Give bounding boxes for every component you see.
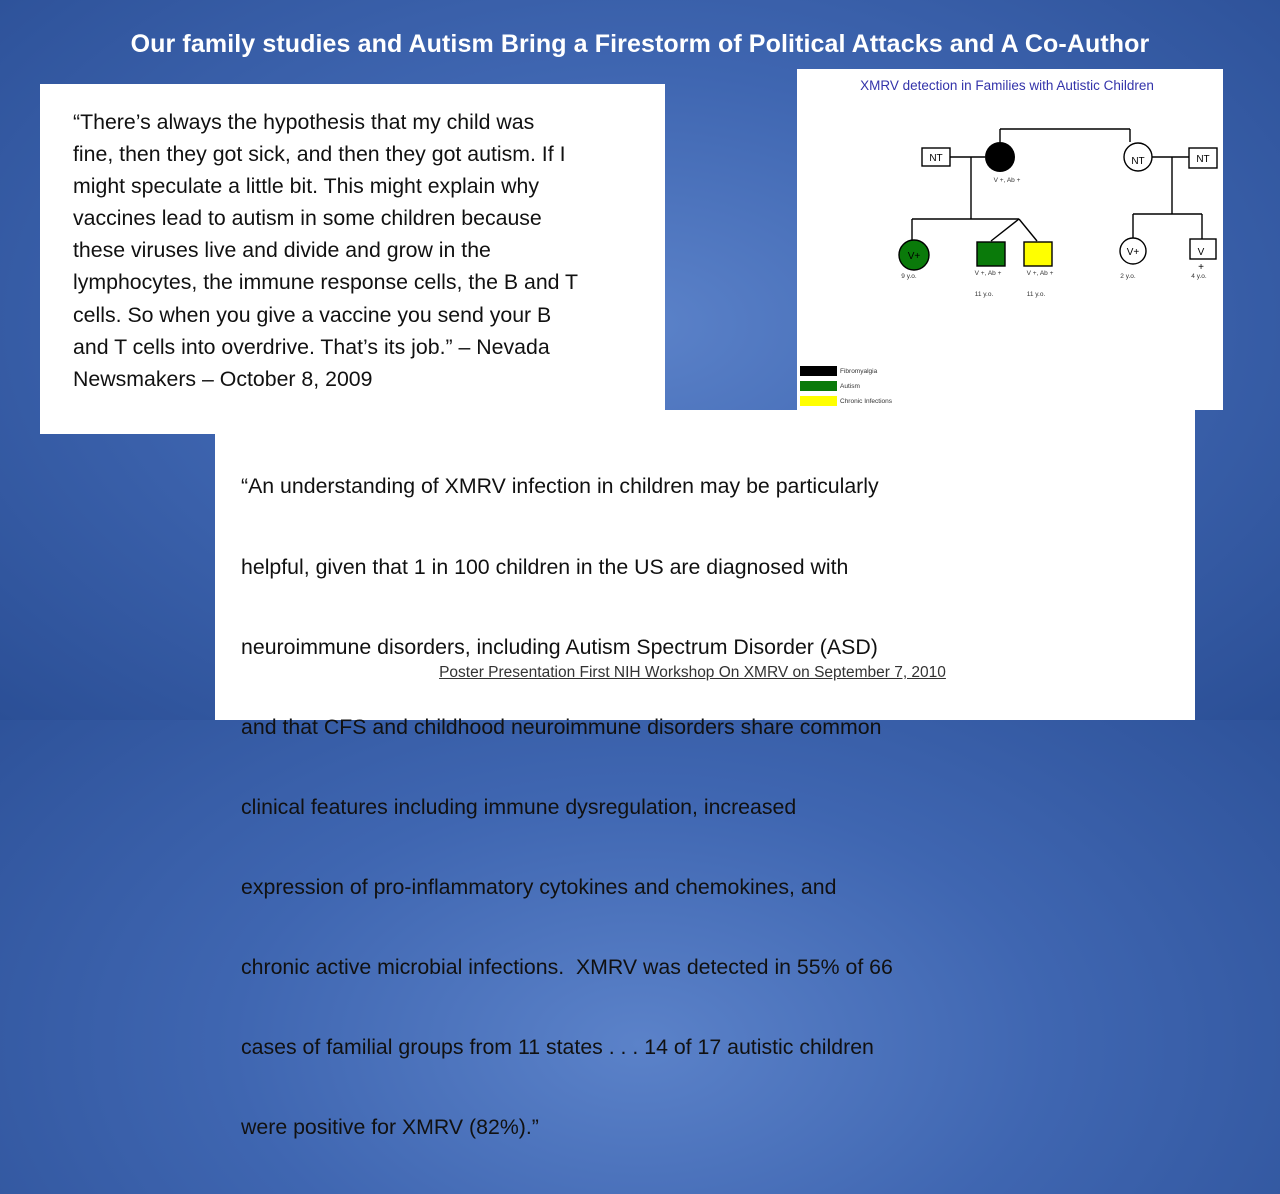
quote-line: “There’s always the hypothesis that my child was xyxy=(73,110,535,134)
child2-status-label: V +, Ab + xyxy=(974,270,1002,277)
quote-line: cells. So when you give a vaccine you send your B xyxy=(73,302,552,327)
child3-age: 11 y.o. xyxy=(1026,291,1046,298)
child4-label: V+ xyxy=(1126,247,1140,258)
child1-label: V+ xyxy=(907,251,921,262)
vaccine-quote-panel xyxy=(40,84,665,434)
legend-label-chronic-infections: Chronic Infections xyxy=(840,398,893,405)
quote-line: and that CFS and childhood neuroimmune disorders share common xyxy=(241,714,882,739)
mother-affected-node xyxy=(985,142,1015,172)
pedigree-diagram xyxy=(797,69,1223,410)
quote-line: Newsmakers – October 8, 2009 xyxy=(73,366,373,391)
child2-autism-node xyxy=(977,242,1005,266)
pedigree-title: XMRV detection in Families with Autistic Children xyxy=(860,78,1154,93)
poster-source-citation: Poster Presentation First NIH Workshop On XMRV on September 7, 2010 xyxy=(439,664,946,681)
child2-age: 11 y.o. xyxy=(974,291,994,298)
pedigree-lines xyxy=(912,129,1202,241)
vaccine-quote-text xyxy=(73,106,653,395)
child3-status-label: V +, Ab + xyxy=(1026,270,1054,277)
child5-label: V xyxy=(1197,247,1205,258)
quote-line: these viruses live and divide and grow in the xyxy=(73,238,491,263)
quote-line: and T cells into overdrive. That’s its job.” – Nevada xyxy=(73,334,550,359)
legend-swatch-autism xyxy=(800,381,837,391)
quote-line: chronic active microbial infections. XMRV was detected in 55% of 66 xyxy=(241,955,893,980)
slide-title: Our family studies and Autism Bring a Firestorm of Political Attacks and A Co-Author xyxy=(130,30,1150,58)
quote-line: might speculate a little bit. This might explain why xyxy=(73,174,539,199)
quote-line: expression of pro-inflammatory cytokines and chemokines, and xyxy=(241,874,837,899)
quote-line: vaccines lead to autism in some children because xyxy=(73,206,542,231)
pedigree-legend xyxy=(800,366,893,406)
quote-line: neuroimmune disorders, including Autism Spectrum Disorder (ASD) xyxy=(241,634,878,659)
child4-age: 2 y.o. xyxy=(1120,273,1136,280)
father-right-label: NT xyxy=(1196,154,1210,165)
quote-line: helpful, given that 1 in 100 children in the US are diagnosed with xyxy=(241,554,849,579)
quote-line: cases of familial groups from 11 states . . . 14 of 17 autistic children xyxy=(241,1035,874,1060)
quote-line: lymphocytes, the immune response cells, the B and T xyxy=(73,270,579,295)
child3-infection-node xyxy=(1024,242,1052,266)
legend-label-fibromyalgia: Fibromyalgia xyxy=(840,368,878,375)
child5-plus: + xyxy=(1198,262,1204,273)
poster-quote-panel xyxy=(215,410,1195,1140)
quote-line: were positive for XMRV (82%).” xyxy=(241,1115,539,1140)
child1-age: 9 y.o. xyxy=(901,273,917,280)
pedigree-chart-panel xyxy=(797,69,1223,410)
legend-swatch-chronic-infections xyxy=(800,396,837,406)
legend-swatch-fibromyalgia xyxy=(800,366,837,376)
quote-line: clinical features including immune dysregulation, increased xyxy=(241,794,797,819)
mother-right-label: NT xyxy=(1131,156,1145,167)
poster-quote-text xyxy=(241,420,1041,1194)
father-left-label: NT xyxy=(929,153,943,164)
legend-label-autism: Autism xyxy=(840,383,860,390)
mother-status-label: V +, Ab + xyxy=(993,177,1021,184)
quote-line: fine, then they got sick, and then they got autism. If I xyxy=(73,142,566,167)
child5-age: 4 y.o. xyxy=(1191,273,1207,280)
quote-line: “An understanding of XMRV infection in children may be particularly xyxy=(241,474,879,499)
